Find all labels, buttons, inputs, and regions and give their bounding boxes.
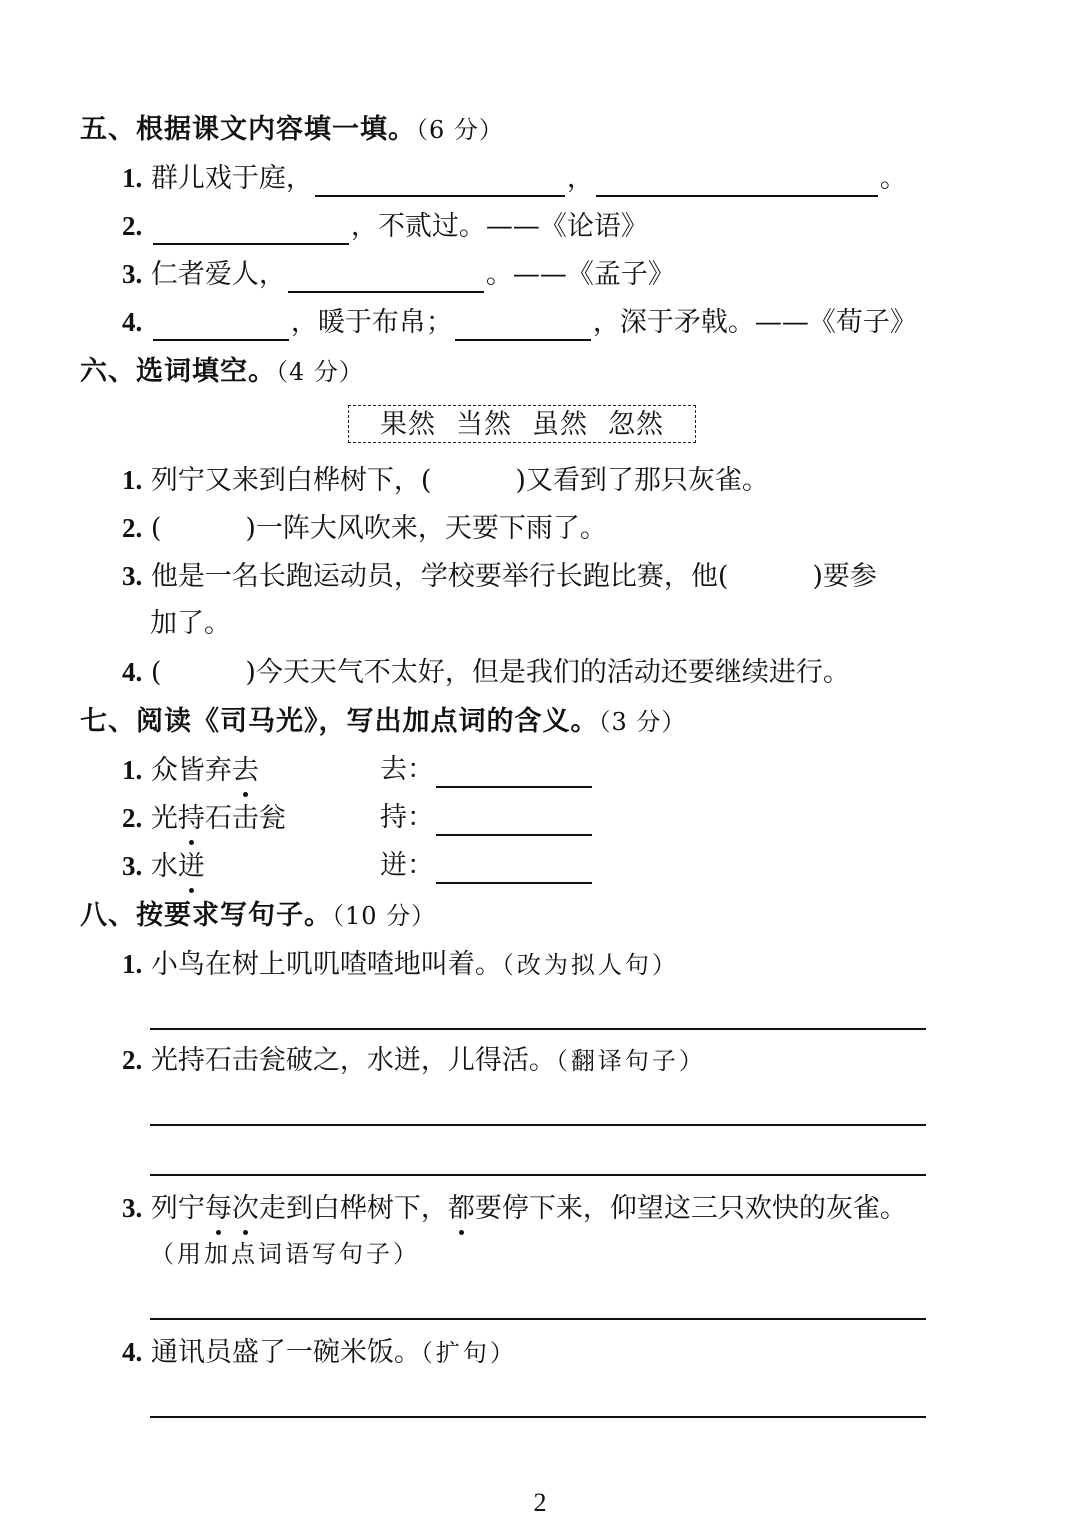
answer-line[interactable] [150, 1318, 926, 1320]
dotted-character: 都 [448, 1191, 475, 1227]
s6-question-1: 1. 列宁又来到白桦树下，( )又看到了那只灰雀。 [122, 465, 769, 496]
answer-blank[interactable] [436, 852, 592, 884]
s8-question-3-hint: （用加点词语写句子） [150, 1240, 420, 1268]
dotted-character: 迸 [178, 849, 205, 885]
dotted-character: 次 [232, 1191, 259, 1227]
answer-blank[interactable] [153, 213, 349, 245]
section-7-title: 七、阅读《司马光》，写出加点词的含义。 [80, 706, 599, 737]
section-5-title: 五、根据课文内容填一填。 [80, 114, 416, 145]
s5-question-4: 4. ，暖于布帛； ，深于矛戟。——《荀子》 [122, 304, 917, 341]
section-8-points: （10 分） [332, 902, 437, 930]
word-option: 忽然 [608, 409, 664, 440]
section-6-points: （4 分） [276, 358, 364, 386]
section-7-points: （3 分） [598, 708, 687, 736]
s6-question-2: 2. ( )一阵大风吹来，天要下雨了。 [122, 513, 607, 544]
s7-question-3: 3. 水迸 [122, 848, 205, 885]
answer-blank[interactable] [596, 165, 878, 197]
section-5-heading [80, 112, 504, 148]
dotted-character: 去 [232, 753, 259, 789]
answer-line[interactable] [150, 1028, 926, 1030]
s5-question-2: 2. ，不贰过。——《论语》 [122, 208, 648, 245]
word-option: 虽然 [532, 409, 588, 440]
answer-line[interactable] [150, 1174, 926, 1176]
section-6-title: 六、选词填空。 [80, 356, 276, 387]
dotted-character: 每 [205, 1191, 232, 1227]
s8-question-4: 4. 通讯员盛了一碗米饭。（扩句） [122, 1337, 517, 1368]
answer-blank[interactable] [288, 261, 484, 293]
page-number: 2 [533, 1488, 547, 1517]
answer-blank[interactable] [436, 804, 592, 836]
word-option: 果然 [380, 409, 436, 440]
section-7-heading [80, 704, 686, 740]
dotted-character: 持 [178, 801, 205, 837]
s6-question-3-cont: 加了。 [150, 608, 231, 639]
s8-question-3: 3. 列宁每次走到白桦树下，都要停下来，仰望这三只欢快的灰雀。 [122, 1190, 907, 1227]
word-option: 当然 [456, 409, 512, 440]
section-8-heading [80, 898, 436, 934]
answer-line[interactable] [150, 1124, 926, 1126]
s7-question-2: 2. 光持石击瓮 [122, 800, 286, 837]
s8-question-2: 2. 光持石击瓮破之，水迸，儿得活。（翻译句子） [122, 1045, 706, 1076]
answer-blank[interactable] [436, 756, 592, 788]
s7-question-1: 1. 众皆弃去 [122, 752, 259, 789]
s5-question-1: 1. 群儿戏于庭， ， 。 [122, 160, 907, 197]
s5-question-3: 3. 仁者爱人， 。——《孟子》 [122, 256, 675, 293]
s6-question-3: 3. 他是一名长跑运动员，学校要举行长跑比赛，他( )要参 [122, 561, 877, 592]
s8-question-1: 1. 小鸟在树上叽叽喳喳地叫着。（改为拟人句） [122, 949, 679, 980]
answer-blank[interactable] [455, 309, 591, 341]
answer-blank[interactable] [153, 309, 289, 341]
s6-question-4: 4. ( )今天天气不太好，但是我们的活动还要继续进行。 [122, 657, 850, 688]
s7-answer-2: 持： [380, 800, 594, 836]
section-6-heading [80, 354, 364, 390]
s7-answer-3: 迸： [380, 848, 594, 884]
section-8-title: 八、按要求写句子。 [80, 900, 332, 931]
section-5-points: （6 分） [416, 116, 504, 144]
word-bank-box [348, 405, 696, 443]
answer-blank[interactable] [315, 165, 565, 197]
s7-answer-1: 去： [380, 752, 594, 788]
answer-line[interactable] [150, 1416, 926, 1418]
